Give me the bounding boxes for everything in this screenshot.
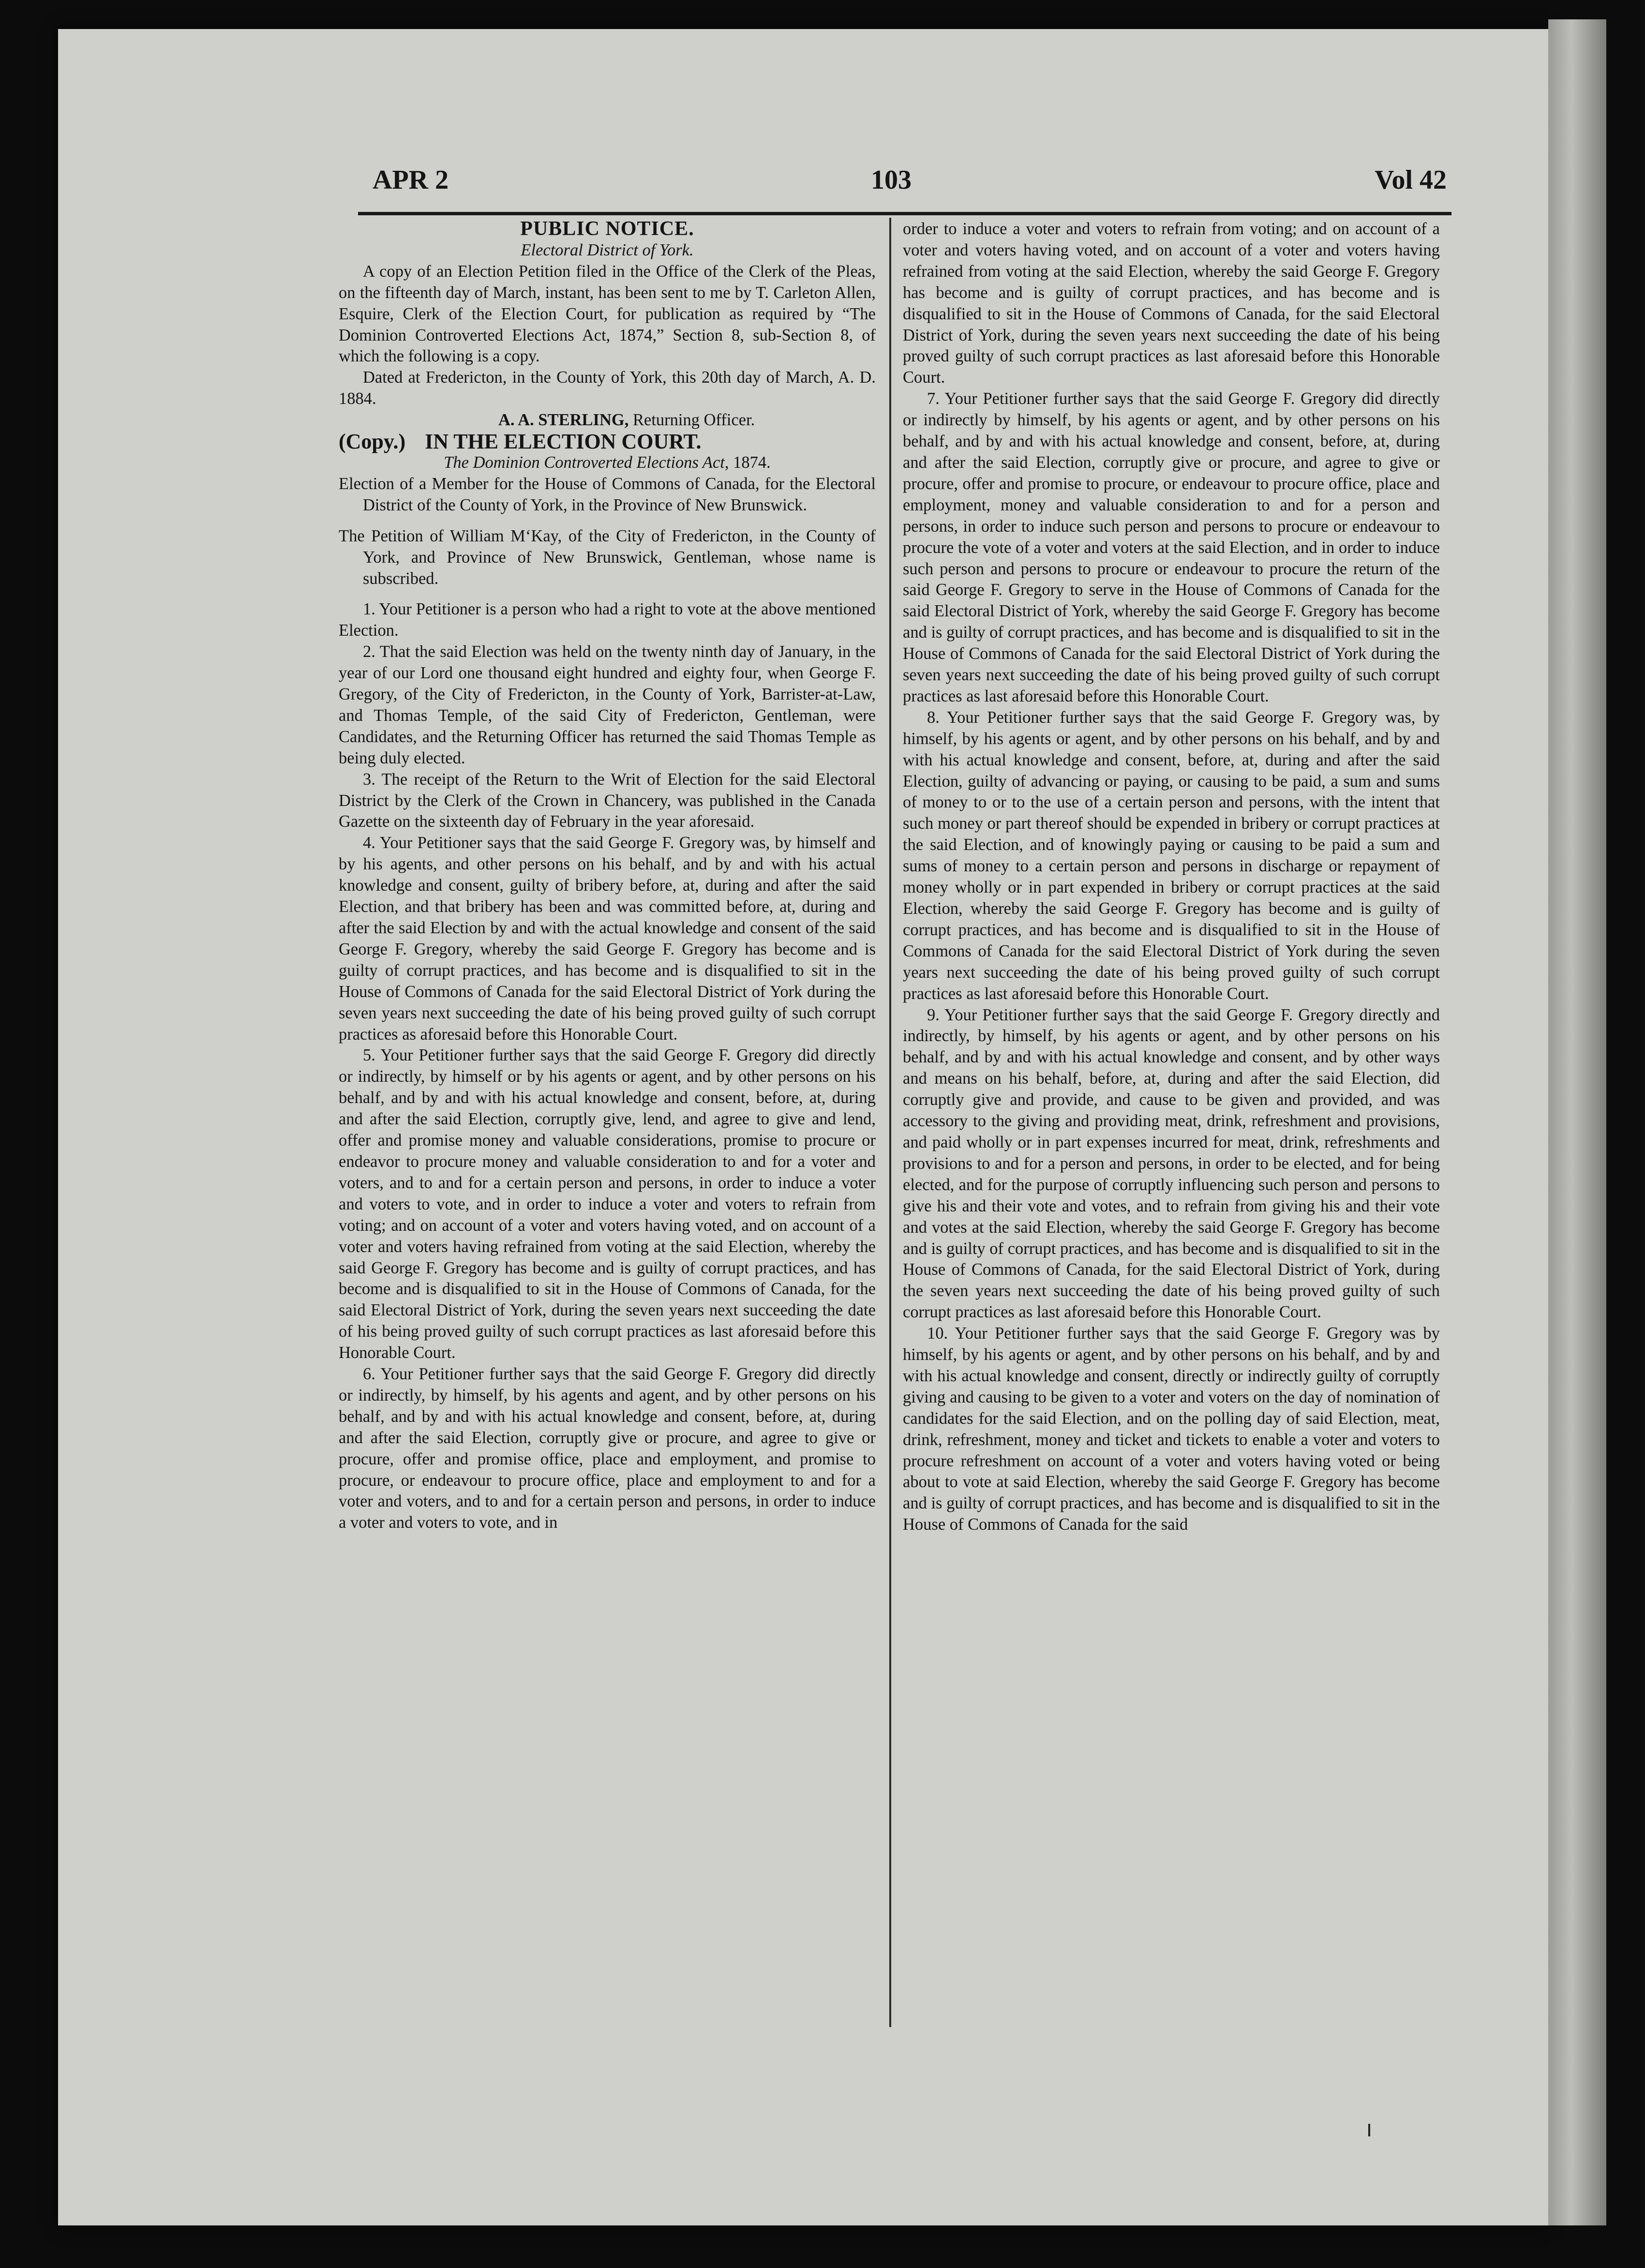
paragraph-10: 10. Your Petitioner further says that the said George F. Gregory was by himself, by his agents or agent, and by other persons on his behalf, and by and with his actual knowledge and consent, directly or indirectly guilty of corruptly giving and causing to be given to a voter and voters on the day of nomination of candidates for the said Election, and on the polling day of said Election, meat, drink, refreshment, money and ticket and tickets to enable a voter and voters to procure refreshment on account of a voter and voters having voted or being about to vote at said Election, whereby the said George F. Gregory has become and is guilty of corrupt practices, and has become and is disqualified to sit in the House of Commons of Canada for the said [903,1324,1440,1534]
paragraph-3: 3. The receipt of the Return to the Writ of Election for the said Electoral District by the Clerk of the Crown in Chancery, was published in the Canada Gazette on the sixteenth day of February in the year aforesaid. [339,770,876,831]
right-column [903,219,1440,1536]
header-volume: Vol 42 [1375,165,1447,195]
paragraph-6-end: order to induce a voter and voters to refrain from voting; and on account of a voter and voters having voted, and on account of a voter and voters having refrained from voting at the said Election, whereby the said George F. Gregory has become and is guilty of corrupt practices, and has become and is disqualified to sit in the House of Commons of Canada, for the said Electoral District of York, during the seven years next succeeding the date of his being proved guilty of such corrupt practices as last aforesaid before this Honorable Court. [903,220,1440,387]
column-divider [889,218,891,2027]
binding-spine [1548,19,1606,2225]
left-column [339,219,876,1534]
paragraph-2: 2. That the said Election was held on the twenty ninth day of January, in the year of our Lord one thousand eight hundred and eighty four, when George F. Gregory, of the City of Fredericton, in the County of York, Barrister-at-Law, and Thomas Temple, of the said City of Fredericton, Gentleman, were Candidates, and the Returning Officer has returned the said Thomas Temple as being duly elected. [339,642,876,767]
election-description: Election of a Member for the House of Commons of Canada, for the Electoral District of the County of York, in the Province of New Brunswick. [339,474,876,514]
court-heading [339,431,876,452]
copy-label: (Copy.) [339,430,406,454]
paragraph-7: 7. Your Petitioner further says that the said George F. Gregory did directly or indirectly by himself, by his agents or agent, and by other persons on his behalf, and by and with his actual knowledge and consent, before, at, during and after the said Election, corruptly give or procure, and agree to give or procure, offer and promise to procure, or endeavour to procure office, place and employment, money and valuable consideration to and for a person and persons, in order to induce such person and persons to procure or endeavour to procure the vote of a voter and voters at the said Election, and in order to induce such person and persons to procure or endeavour to procure the return of the said George F. Gregory to serve in the House of Commons of Canada for the said Electoral District of York, whereby the said George F. Gregory has become and is guilty of corrupt practices, and has become and is disqualified to sit in the House of Commons of Canada for the said Electoral District of York during the seven years next succeeding the date of his being proved guilty of such corrupt practices as last aforesaid before this Honorable Court. [903,389,1440,705]
page-header [358,160,1451,208]
act-name: The Dominion Controverted Elections Act, [444,453,729,472]
notice-signature [339,410,876,431]
petition-description: The Petition of William M‘Kay, of the City of Fredericton, in the County of York, and Province of New Brunswick, Gentleman, whose name is subscribed. [339,526,876,588]
act-title [339,452,876,474]
court-title: IN THE ELECTION COURT. [425,430,702,454]
header-rule [358,212,1451,215]
paragraph-9: 9. Your Petitioner further says that the said George F. Gregory directly and indirectly, by himself, by his agents or agent, and by other persons on his behalf, and by and with his actual knowledge and consent, and by other ways and means on his behalf, before, at, during and after the said Election, did corruptly give and provide, and cause to be given and provided, and was accessory to the giving and providing meat, drink, refreshment and provisions, and paid wholly or in part expenses incurred for meat, drink, refreshments and provisions to and for a person and persons, in order to be elected, and for being elected, and for the purpose of corruptly influencing such person and persons to give his and their vote and votes, and to refrain from giving his and their vote and votes at the said Election, whereby the said George F. Gregory has become and is guilty of corrupt practices, and has become and is disqualified to sit in the House of Commons of Canada, for the said Electoral District of York, during the seven years next succeeding the date of his being proved guilty of such corrupt practices as last aforesaid before this Honorable Court. [903,1005,1440,1322]
signer-name: A. A. STERLING, [498,411,629,430]
paragraph-1: 1. Your Petitioner is a person who had a right to vote at the above mentioned Election. [339,600,876,640]
header-date: APR 2 [373,165,449,195]
page-number: 103 [871,165,912,195]
notice-body: A copy of an Election Petition filed in the Office of the Clerk of the Pleas, on the fifteenth day of March, instant, has been sent to me by T. Carleton Allen, Esquire, Clerk of the Election Court, for publication as required by “The Dominion Controverted Elections Act, 1874,” Section 8, sub-Section 8, of which the following is a copy. [339,262,876,366]
signer-title: Returning Officer. [633,411,755,430]
notice-subtitle: Electoral District of York. [521,240,694,259]
ink-mark [1368,2124,1370,2136]
notice-title: PUBLIC NOTICE. [520,218,694,240]
paragraph-5: 5. Your Petitioner further says that the said George F. Gregory did directly or indirectly, by himself or by his agents or agent, and by other persons on his behalf, and by and with his actual knowledge and consent, before, at, during and after the said Election, corruptly give, lend, and agree to give and lend, offer and promise money and valuable considerations, promise to procure or endeavor to procure money and valuable consideration to and for a voter and voters, and to and for a certain person and persons, in order to induce a voter and voters to vote, and in order to induce a voter and voters to refrain from voting; and on account of a voter and voters having voted, and on account of a voter and voters having refrained from voting at the said Election, whereby the said George F. Gregory has become and is guilty of corrupt practices, and has become and is disqualified to sit in the House of Commons of Canada, for the said Electoral District of York, during the seven years next succeeding the date of his being proved guilty of such corrupt practices as last aforesaid before this Honorable Court. [339,1046,876,1362]
act-year: 1874. [733,453,771,472]
paragraph-4: 4. Your Petitioner says that the said George F. Gregory was, by himself and by his agents, and other persons on his behalf, and by and with his actual knowledge and consent, guilty of bribery before, at, during and after the said Election, and that bribery has been and was committed before, at, during and after the said Election by and with the actual knowledge and consent of the said George F. Gregory, whereby the said George F. Gregory has become and is guilty of corrupt practices, and has become and is disqualified to sit in the House of Commons of Canada for the said Electoral District of York during the seven years next succeeding the date of his being proved guilty of such corrupt practices as aforesaid before this Honorable Court. [339,834,876,1044]
paragraph-6-start: 6. Your Petitioner further says that the said George F. Gregory did directly or indirectly, by himself, by his agents and agent, and by other persons on his behalf, and by and with his actual knowledge and consent, before, at, during and after the said Election, corruptly give or procure, and agree to give or procure, offer and promise office, place and employment, and promise to procure, or endeavour to procure office, place and employment to and for a voter and voters, and to and for a certain person and persons, in order to induce a voter and voters to vote, and in [339,1365,876,1532]
notice-dated: Dated at Fredericton, in the County of York, this 20th day of March, A. D. 1884. [339,368,876,408]
paragraph-8: 8. Your Petitioner further says that the said George F. Gregory was, by himself, by his agents or agent, and by other persons on his behalf, and by and with his actual knowledge and consent, before, at, during and after the said Election, guilty of advancing or paying, or causing to be paid, a sum and sums of money to or to the use of a certain person and persons, with the intent that such money or part thereof should be expended in bribery or corrupt practices at the said Election, and of knowingly paying or causing to be paid a sum and sums of money to a certain person and persons in discharge or repayment of money wholly or in part expended in bribery or corrupt practices at the said Election, whereby the said George F. Gregory has become and is guilty of corrupt practices, and has become and is disqualified to sit in the House of Commons of Canada for the said Electoral District of York during the seven years next succeeding the date of his being proved guilty of such corrupt practices as last aforesaid before this Honorable Court. [903,708,1440,1003]
